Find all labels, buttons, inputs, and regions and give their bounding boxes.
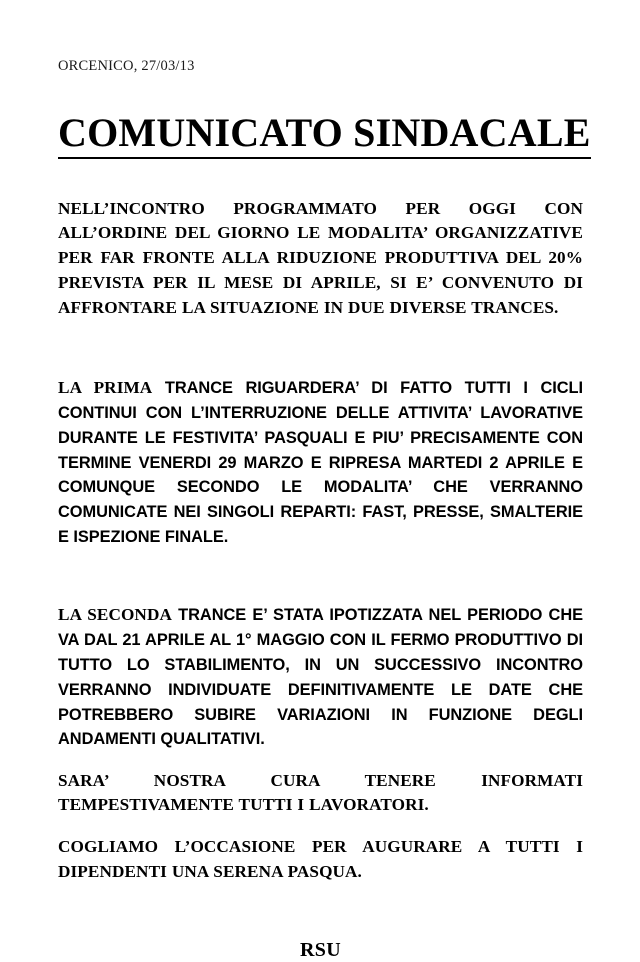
- paragraph-first-trance: [58, 375, 583, 550]
- document-header-location-date: ORCENICO, 27/03/13: [58, 58, 195, 74]
- paragraph-first-trance-body: TRANCE RIGUARDERA’ DI FATTO TUTTI I CICLI CONTINUI CON L’INTERRUZIONE DELLE ATTIVITA’ LAVORATIVE DURANTE LE FESTIVITA’ PASQUALI E PIU’ PRECISAMENTE CON TERMINE VENERDI 29 MARZO E RIPRESA MARTEDI 2 APRILE E COMUNQUE SECONDO LE MODALITA’ CHE VERRANNO COMUNICATE NEI SINGOLI REPARTI: FAST, PRESSE, SMALTERIE E ISPEZIONE FINALE.: [58, 378, 583, 547]
- page-title-text: COMUNICATO SINDACALE: [58, 111, 591, 158]
- paragraph-second-trance-lead: LA SECONDA: [58, 604, 172, 624]
- paragraph-first-trance-lead: LA PRIMA: [58, 377, 153, 397]
- signature: RSU: [300, 939, 341, 962]
- paragraph-introduction: NELL’INCONTRO PROGRAMMATO PER OGGI CON ALL’ORDINE DEL GIORNO LE MODALITA’ ORGANIZZATIVE PER FAR FRONTE ALLA RIDUZIONE PRODUTTIVA DEL 20% PREVISTA PER IL MESE DI APRILE, SI E’ CONVENUTO DI AFFRONTARE LA SITUAZIONE IN DUE DIVERSE TRANCES.: [58, 198, 583, 317]
- document-content: [58, 0, 591, 962]
- paragraph-easter-greetings: COGLIAMO L’OCCASIONE PER AUGURARE A TUTTI I DIPENDENTI UNA SERENA PASQUA.: [58, 837, 583, 882]
- paragraph-keep-informed: SARA’ NOSTRA CURA TENERE INFORMATI TEMPESTIVAMENTE TUTTI I LAVORATORI.: [58, 770, 583, 815]
- page-title: [58, 110, 591, 158]
- paragraph-second-trance: [58, 602, 583, 752]
- paragraph-second-trance-body: TRANCE E’ STATA IPOTIZZATA NEL PERIODO CHE VA DAL 21 APRILE AL 1° MAGGIO CON IL FERMO PRODUTTIVO DI TUTTO LO STABILIMENTO, IN UN SUCCESSIVO INCONTRO VERRANNO INDIVIDUATE DEFINITIVAMENTE LE DATE CHE POTREBBERO SUBIRE VARIAZIONI IN FUNZIONE DEGLI ANDAMENTI QUALITATIVI.: [58, 605, 583, 749]
